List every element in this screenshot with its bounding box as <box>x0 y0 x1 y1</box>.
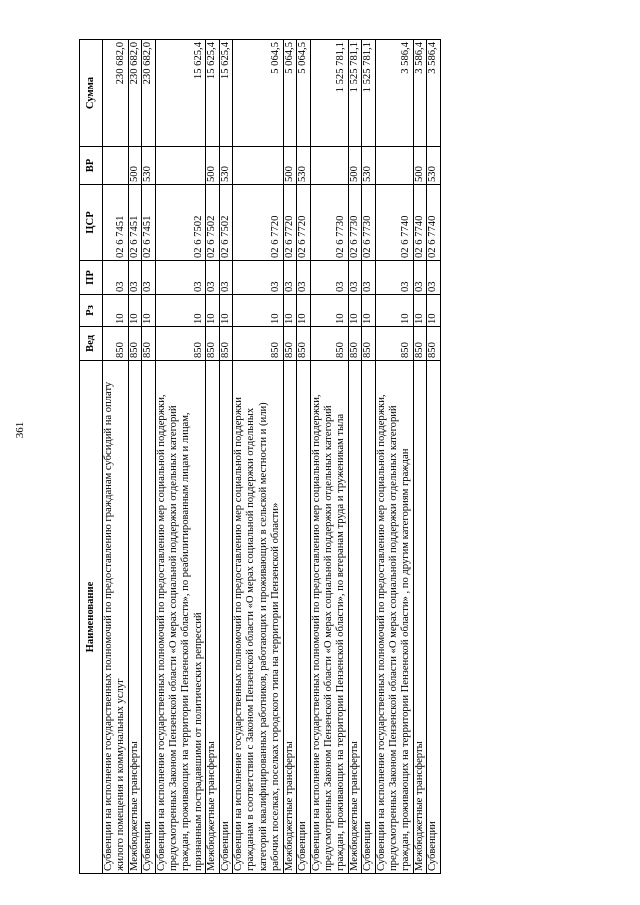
cell-ved: 850 <box>155 327 206 361</box>
cell-vr <box>310 147 348 185</box>
cell-ved: 850 <box>206 327 219 361</box>
cell-pr: 03 <box>375 261 413 295</box>
cell-pr: 03 <box>427 261 440 295</box>
cell-pr: 03 <box>103 261 129 295</box>
table-body <box>103 40 441 874</box>
cell-sum: 230 682,0 <box>142 40 155 147</box>
cell-sum: 3 586,4 <box>375 40 413 147</box>
table-row <box>233 40 284 874</box>
cell-rz: 10 <box>348 295 361 327</box>
cell-csr: 02 6 7740 <box>375 185 413 261</box>
cell-name: Субвенции на исполнение государственных полномочий по предоставлению мер социальной поддержки гражданам в соответствии с Законом Пензенской области «О мерах социальной поддержки отдельных категорий квалифицированных работников, работающих и проживающих в сельской местности и (или) рабочих поселках, поселках городского типа на территории Пензенской области» <box>233 361 284 874</box>
cell-pr: 03 <box>297 261 310 295</box>
table-row <box>348 40 361 874</box>
cell-sum: 15 625,4 <box>206 40 219 147</box>
table-row <box>128 40 141 874</box>
cell-vr <box>155 147 206 185</box>
cell-sum: 230 682,0 <box>103 40 129 147</box>
cell-rz: 10 <box>283 295 296 327</box>
rotated-page-content <box>79 40 553 874</box>
header-vr: ВР <box>80 147 103 185</box>
cell-ved: 850 <box>297 327 310 361</box>
cell-ved: 850 <box>103 327 129 361</box>
budget-table <box>79 39 441 874</box>
cell-name: Межбюджетные трансферты <box>413 361 426 874</box>
cell-vr: 500 <box>128 147 141 185</box>
header-rz: Рз <box>80 295 103 327</box>
cell-rz: 10 <box>142 295 155 327</box>
cell-vr: 530 <box>362 147 375 185</box>
cell-sum: 5 064,5 <box>233 40 284 147</box>
cell-name: Субвенции <box>427 361 440 874</box>
cell-rz: 10 <box>427 295 440 327</box>
cell-ved: 850 <box>283 327 296 361</box>
cell-csr: 02 6 7720 <box>283 185 296 261</box>
cell-name: Субвенции на исполнение государственных полномочий по предоставлению мер социальной поддержки, предусмотренных Законом Пензенской области «О мерах социальной поддержки отдельных категорий граждан, проживающих на территории Пензенской области», по реабилитированным лицам и лицам, признанным пострадавшими от политических репрессий <box>155 361 206 874</box>
table-row <box>219 40 232 874</box>
cell-ved: 850 <box>413 327 426 361</box>
cell-rz: 10 <box>219 295 232 327</box>
cell-csr: 02 6 7730 <box>348 185 361 261</box>
table-row <box>375 40 413 874</box>
cell-pr: 03 <box>362 261 375 295</box>
cell-name: Субвенции на исполнение государственных полномочий по предоставлению мер социальной поддержки, предусмотренных Законом Пензенской области «О мерах социальной поддержки отдельных категорий граждан, проживающих на территории Пензенской области» , по другим категориям граждан <box>375 361 413 874</box>
cell-vr: 530 <box>142 147 155 185</box>
cell-vr <box>103 147 129 185</box>
cell-name: Субвенции на исполнение государственных полномочий по предоставлению мер социальной поддержки, предусмотренных Законом Пензенской области «О мерах социальной поддержки отдельных категорий граждан, проживающих на территории Пензенской области», по ветеранам труда и труженикам тыла <box>310 361 348 874</box>
cell-csr: 02 6 7502 <box>206 185 219 261</box>
cell-pr: 03 <box>219 261 232 295</box>
cell-sum: 230 682,0 <box>128 40 141 147</box>
cell-pr: 03 <box>283 261 296 295</box>
cell-rz: 10 <box>297 295 310 327</box>
table-row <box>142 40 155 874</box>
cell-sum: 15 625,4 <box>219 40 232 147</box>
cell-csr: 02 6 7451 <box>142 185 155 261</box>
cell-pr: 03 <box>155 261 206 295</box>
cell-name: Субвенции <box>219 361 232 874</box>
cell-pr: 03 <box>233 261 284 295</box>
table-header-row <box>80 40 103 874</box>
cell-vr: 530 <box>427 147 440 185</box>
cell-rz: 10 <box>375 295 413 327</box>
cell-pr: 03 <box>413 261 426 295</box>
cell-ved: 850 <box>233 327 284 361</box>
cell-csr: 02 6 7502 <box>219 185 232 261</box>
cell-csr: 02 6 7502 <box>155 185 206 261</box>
cell-ved: 850 <box>427 327 440 361</box>
cell-csr: 02 6 7720 <box>297 185 310 261</box>
cell-pr: 03 <box>348 261 361 295</box>
cell-rz: 10 <box>103 295 129 327</box>
cell-name: Субвенции <box>362 361 375 874</box>
cell-name: Субвенции на исполнение государственных полномочий по предоставлению гражданам субсидий на оплату жилого помещения и коммунальных услуг <box>103 361 129 874</box>
cell-name: Межбюджетные трансферты <box>128 361 141 874</box>
cell-ved: 850 <box>219 327 232 361</box>
table-row <box>310 40 348 874</box>
cell-rz: 10 <box>233 295 284 327</box>
cell-ved: 850 <box>375 327 413 361</box>
cell-sum: 15 625,4 <box>155 40 206 147</box>
table-row <box>413 40 426 874</box>
table-row <box>427 40 440 874</box>
cell-rz: 10 <box>206 295 219 327</box>
page-number: 361 <box>14 421 26 439</box>
cell-vr: 500 <box>348 147 361 185</box>
cell-csr: 02 6 7720 <box>233 185 284 261</box>
cell-sum: 3 586,4 <box>427 40 440 147</box>
table-row <box>283 40 296 874</box>
cell-vr: 530 <box>297 147 310 185</box>
cell-rz: 10 <box>413 295 426 327</box>
cell-ved: 850 <box>362 327 375 361</box>
cell-csr: 02 6 7451 <box>128 185 141 261</box>
cell-rz: 10 <box>155 295 206 327</box>
table-row <box>206 40 219 874</box>
header-sum: Сумма <box>80 40 103 147</box>
cell-vr: 500 <box>413 147 426 185</box>
cell-csr: 02 6 7740 <box>427 185 440 261</box>
cell-name: Межбюджетные трансферты <box>283 361 296 874</box>
cell-csr: 02 6 7451 <box>103 185 129 261</box>
header-name: Наименование <box>80 361 103 874</box>
cell-csr: 02 6 7730 <box>310 185 348 261</box>
cell-sum: 5 064,5 <box>283 40 296 147</box>
cell-vr <box>375 147 413 185</box>
cell-sum: 1 525 781,1 <box>362 40 375 147</box>
cell-vr: 530 <box>219 147 232 185</box>
cell-rz: 10 <box>128 295 141 327</box>
cell-rz: 10 <box>362 295 375 327</box>
header-ved: Вед <box>80 327 103 361</box>
cell-ved: 850 <box>310 327 348 361</box>
cell-vr: 500 <box>206 147 219 185</box>
cell-name: Субвенции <box>142 361 155 874</box>
cell-pr: 03 <box>206 261 219 295</box>
cell-csr: 02 6 7740 <box>413 185 426 261</box>
cell-name: Межбюджетные трансферты <box>206 361 219 874</box>
cell-csr: 02 6 7730 <box>362 185 375 261</box>
cell-name: Межбюджетные трансферты <box>348 361 361 874</box>
cell-vr: 500 <box>283 147 296 185</box>
cell-ved: 850 <box>348 327 361 361</box>
cell-ved: 850 <box>142 327 155 361</box>
cell-sum: 1 525 781,1 <box>348 40 361 147</box>
cell-pr: 03 <box>310 261 348 295</box>
cell-pr: 03 <box>142 261 155 295</box>
cell-sum: 5 064,5 <box>297 40 310 147</box>
cell-ved: 850 <box>128 327 141 361</box>
cell-sum: 1 525 781,1 <box>310 40 348 147</box>
table-row <box>103 40 129 874</box>
header-csr: ЦСР <box>80 185 103 261</box>
header-pr: ПР <box>80 261 103 295</box>
cell-vr <box>233 147 284 185</box>
cell-rz: 10 <box>310 295 348 327</box>
table-row <box>155 40 206 874</box>
table-row <box>297 40 310 874</box>
cell-name: Субвенции <box>297 361 310 874</box>
cell-sum: 3 586,4 <box>413 40 426 147</box>
cell-pr: 03 <box>128 261 141 295</box>
table-row <box>362 40 375 874</box>
